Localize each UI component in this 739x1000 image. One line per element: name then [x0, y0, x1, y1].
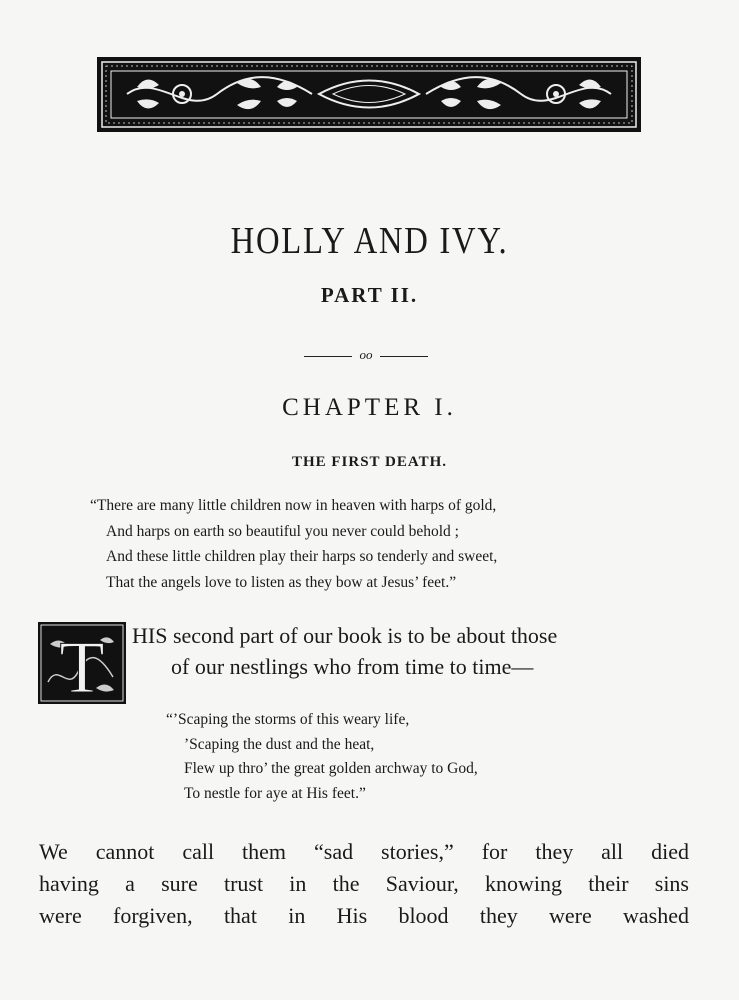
chapter-title: THE FIRST DEATH.: [291, 454, 448, 470]
inset-verse: [166, 708, 666, 806]
divider-line-left: [304, 356, 352, 357]
chapter-heading: CHAPTER I.: [282, 394, 457, 421]
ornamental-header-banner: [97, 57, 641, 132]
verse-line: ’Scaping the dust and the heat,: [184, 735, 375, 753]
paragraph-line: having a sure trust in the Saviour, knowing their sins: [39, 871, 689, 896]
verse-line: And these little children play their harps so tenderly and sweet,: [106, 548, 498, 565]
divider-line-right: [380, 356, 428, 357]
verse-line: That the angels love to listen as they bow at Jesus’ feet.”: [106, 573, 457, 591]
verse-line: “’Scaping the storms of this weary life,: [166, 711, 410, 728]
decorated-drop-cap: [38, 622, 126, 704]
paragraph-line: HIS second part of our book is to be about those: [132, 623, 558, 648]
verse-line: “There are many little children now in heaven with harps of gold,: [90, 497, 497, 514]
paragraph-line: were forgiven, that in His blood they were washed: [39, 903, 689, 928]
epigraph-verse: [90, 493, 690, 595]
verse-line: Flew up thro’ the great golden archway to God,: [184, 760, 478, 777]
ornamental-divider: [304, 347, 428, 363]
book-title: HOLLY AND IVY.: [230, 220, 509, 262]
verse-line: To nestle for aye at His feet.”: [184, 784, 366, 802]
svg-text:T: T: [59, 627, 105, 704]
part-heading: PART II.: [320, 283, 419, 307]
verse-line: And harps on earth so beautiful you never could behold ;: [106, 522, 459, 540]
paragraph-line: of our nestlings who from time to time—: [171, 654, 534, 679]
paragraph-line: We cannot call them “sad stories,” for they all died: [39, 839, 689, 864]
body-paragraph: [39, 836, 689, 932]
opening-paragraph: [132, 620, 702, 682]
divider-mark: oo: [359, 347, 373, 362]
